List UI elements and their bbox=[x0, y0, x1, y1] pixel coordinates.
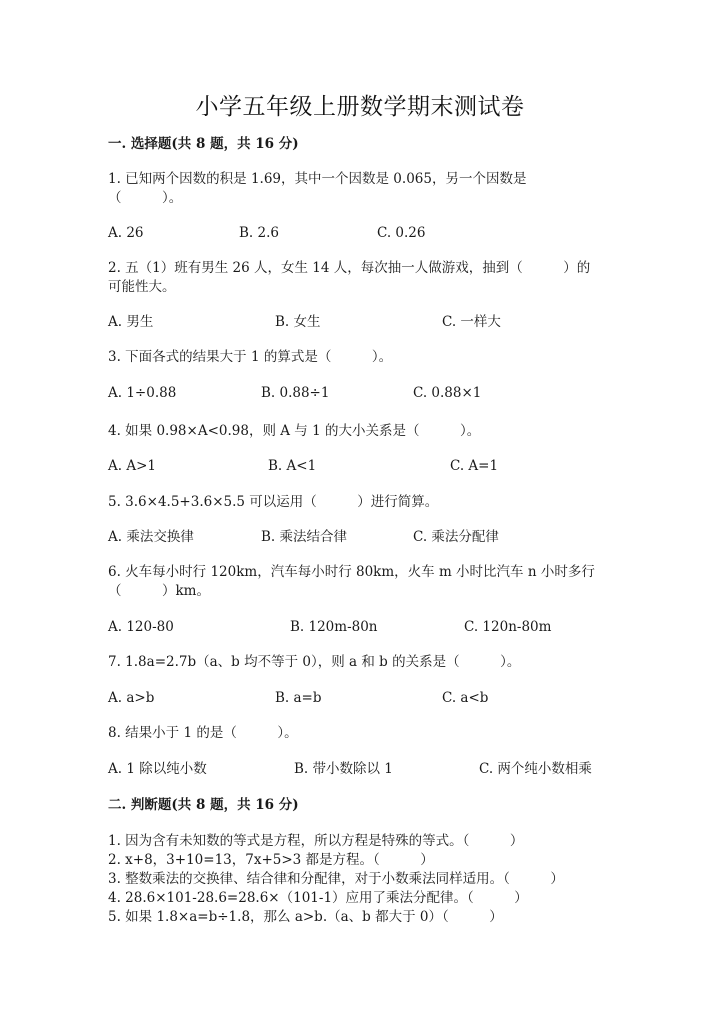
question-5-option-b: B. 乘法结合律 bbox=[261, 529, 348, 545]
question-2-option-b: B. 女生 bbox=[275, 314, 321, 330]
section-heading-judgment: 二. 判断题(共 8 题，共 16 分) bbox=[108, 797, 299, 813]
question-3-text: 3. 下面各式的结果大于 1 的算式是（ ）。 bbox=[108, 349, 393, 365]
question-3-option-a: A. 1÷0.88 bbox=[108, 385, 177, 401]
judgment-question-4: 4. 28.6×101-28.6=28.6×（101-1）应用了乘法分配律。（ ） bbox=[108, 890, 528, 906]
question-3-option-c: C. 0.88×1 bbox=[413, 385, 482, 401]
question-8-option-a: A. 1 除以纯小数 bbox=[108, 761, 207, 777]
judgment-question-5: 5. 如果 1.8×a=b÷1.8，那么 a>b.（a、b 都大于 0）（ ） bbox=[108, 909, 503, 925]
question-8-option-b: B. 带小数除以 1 bbox=[294, 761, 393, 777]
question-2-option-c: C. 一样大 bbox=[442, 314, 501, 330]
question-5-text: 5. 3.6×4.5+3.6×5.5 可以运用（ ）进行简算。 bbox=[108, 494, 439, 510]
judgment-question-3: 3. 整数乘法的交换律、结合律和分配律，对于小数乘法同样适用。（ ） bbox=[108, 871, 564, 887]
question-4-option-a: A. A>1 bbox=[108, 458, 156, 474]
question-4-text: 4. 如果 0.98×A<0.98，则 A 与 1 的大小关系是（ ）。 bbox=[108, 423, 481, 439]
question-1-option-b: B. 2.6 bbox=[239, 225, 279, 241]
question-1-option-c: C. 0.26 bbox=[377, 225, 426, 241]
question-7-option-b: B. a=b bbox=[275, 690, 322, 706]
question-5-option-a: A. 乘法交换律 bbox=[108, 529, 194, 545]
judgment-question-2: 2. x+8，3+10=13，7x+5>3 都是方程。（ ） bbox=[108, 852, 434, 868]
section-heading-choice: 一. 选择题(共 8 题，共 16 分) bbox=[108, 136, 299, 152]
question-6-blank: （ ）km。 bbox=[108, 583, 210, 599]
question-4-option-c: C. A=1 bbox=[450, 458, 499, 474]
question-8-option-c: C. 两个纯小数相乘 bbox=[479, 761, 592, 777]
question-6-option-a: A. 120-80 bbox=[108, 619, 174, 635]
question-6-text: 6. 火车每小时行 120km，汽车每小时行 80km，火车 m 小时比汽车 n 小时多行 bbox=[108, 564, 595, 580]
question-8-text: 8. 结果小于 1 的是（ ）。 bbox=[108, 725, 298, 741]
question-4-option-b: B. A<1 bbox=[268, 458, 317, 474]
question-7-option-a: A. a>b bbox=[108, 690, 155, 706]
exam-title: 小学五年级上册数学期末测试卷 bbox=[195, 94, 525, 120]
question-7-option-c: C. a<b bbox=[442, 690, 489, 706]
judgment-question-1: 1. 因为含有未知数的等式是方程，所以方程是特殊的等式。（ ） bbox=[108, 833, 524, 849]
question-2-text: 2. 五（1）班有男生 26 人，女生 14 人，每次抽一人做游戏，抽到（ ）的 bbox=[108, 260, 591, 276]
question-1-text: 1. 已知两个因数的积是 1.69，其中一个因数是 0.065，另一个因数是 bbox=[108, 171, 527, 187]
question-7-text: 7. 1.8a=2.7b（a、b 均不等于 0），则 a 和 b 的关系是（ ）。 bbox=[108, 654, 521, 670]
question-1-blank: （ ）。 bbox=[108, 190, 183, 206]
question-6-option-c: C. 120n-80m bbox=[464, 619, 552, 635]
question-2-option-a: A. 男生 bbox=[108, 314, 154, 330]
question-6-option-b: B. 120m-80n bbox=[290, 619, 378, 635]
question-2-text-cont: 可能性大。 bbox=[108, 279, 176, 295]
question-5-option-c: C. 乘法分配律 bbox=[413, 529, 499, 545]
question-3-option-b: B. 0.88÷1 bbox=[261, 385, 330, 401]
question-1-option-a: A. 26 bbox=[108, 225, 144, 241]
